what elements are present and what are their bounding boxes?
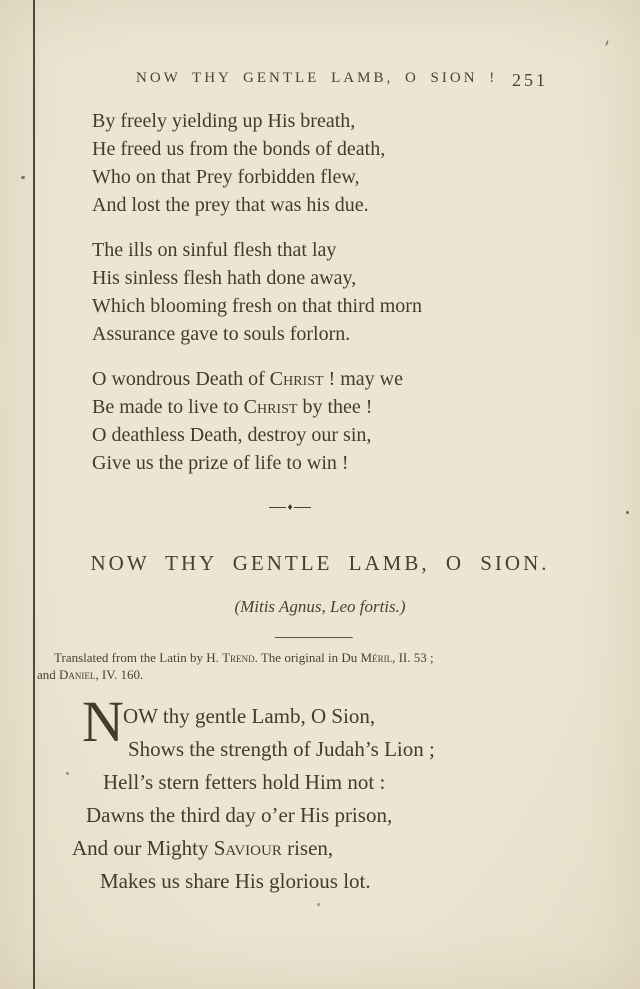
drop-cap: N — [82, 689, 124, 754]
verse-line: Assurance gave to souls forlorn. — [92, 323, 351, 345]
verse-line: He freed us from the bonds of death, — [92, 138, 386, 160]
verse-line: Be made to live to Christ by thee ! — [92, 396, 373, 418]
divider-rule-left — [269, 507, 286, 508]
verse-line: And lost the prey that was his due. — [92, 194, 369, 216]
verse-line: By freely yielding up His breath, — [92, 110, 356, 132]
hymn-line: Shows the strength of Judah’s Lion ; — [128, 737, 435, 761]
small-caps-text: Christ — [269, 368, 324, 390]
hymn-line: Makes us share His glorious lot. — [100, 869, 371, 893]
hymn-verse — [72, 689, 435, 898]
divider-rule-right — [294, 507, 311, 508]
page-speck — [66, 772, 69, 775]
note-line: Translated from the Latin by H. Trend. The original in Du Méril, II. 53 ; — [54, 650, 434, 665]
verse-line: Which blooming fresh on that third morn — [92, 295, 422, 317]
hymn-title: NOW THY GENTLE LAMB, O SION. — [90, 551, 550, 575]
title-rule — [275, 637, 353, 638]
poem-stanzas — [92, 107, 422, 494]
hymn-line: Hell’s stern fetters hold Him not : — [103, 770, 386, 794]
hymn-line: Dawns the third day o’er His prison, — [86, 803, 393, 827]
small-caps-text: Daniel — [59, 667, 96, 682]
note-line: and Daniel, IV. 160. — [37, 667, 144, 682]
hymn-line: And our Mighty Saviour risen, — [72, 836, 334, 860]
verse-line: His sinless flesh hath done away, — [92, 267, 357, 289]
page-speck — [626, 511, 629, 514]
verse-line: Who on that Prey forbidden flew, — [92, 166, 360, 188]
verse-line: O wondrous Death of Christ ! may we — [92, 368, 403, 390]
stanza — [92, 107, 422, 219]
stanza — [92, 236, 422, 348]
verse-line: O deathless Death, destroy our sin, — [92, 424, 372, 446]
running-header: NOW THY GENTLE LAMB, O SION ! — [136, 70, 498, 86]
section-divider: ♦ — [0, 507, 610, 508]
translation-note — [37, 649, 612, 683]
page-edge-line — [33, 0, 35, 989]
small-caps-text: Christ — [243, 396, 298, 418]
small-caps-text: Méril — [360, 650, 393, 665]
stanza — [92, 365, 422, 477]
page-number: 251 — [512, 70, 548, 90]
small-caps-text: Saviour — [213, 836, 282, 860]
page-speck — [21, 175, 26, 180]
page-speck — [317, 903, 320, 906]
hymn-subtitle: (Mitis Agnus, Leo fortis.) — [234, 597, 406, 616]
hymn-line: N OW thy gentle Lamb, O Sion, — [82, 689, 376, 754]
small-caps-text: Trend — [222, 650, 255, 665]
page-speck — [605, 40, 609, 46]
verse-line: Give us the prize of life to win ! — [92, 452, 349, 474]
verse-line: The ills on sinful flesh that lay — [92, 239, 337, 261]
